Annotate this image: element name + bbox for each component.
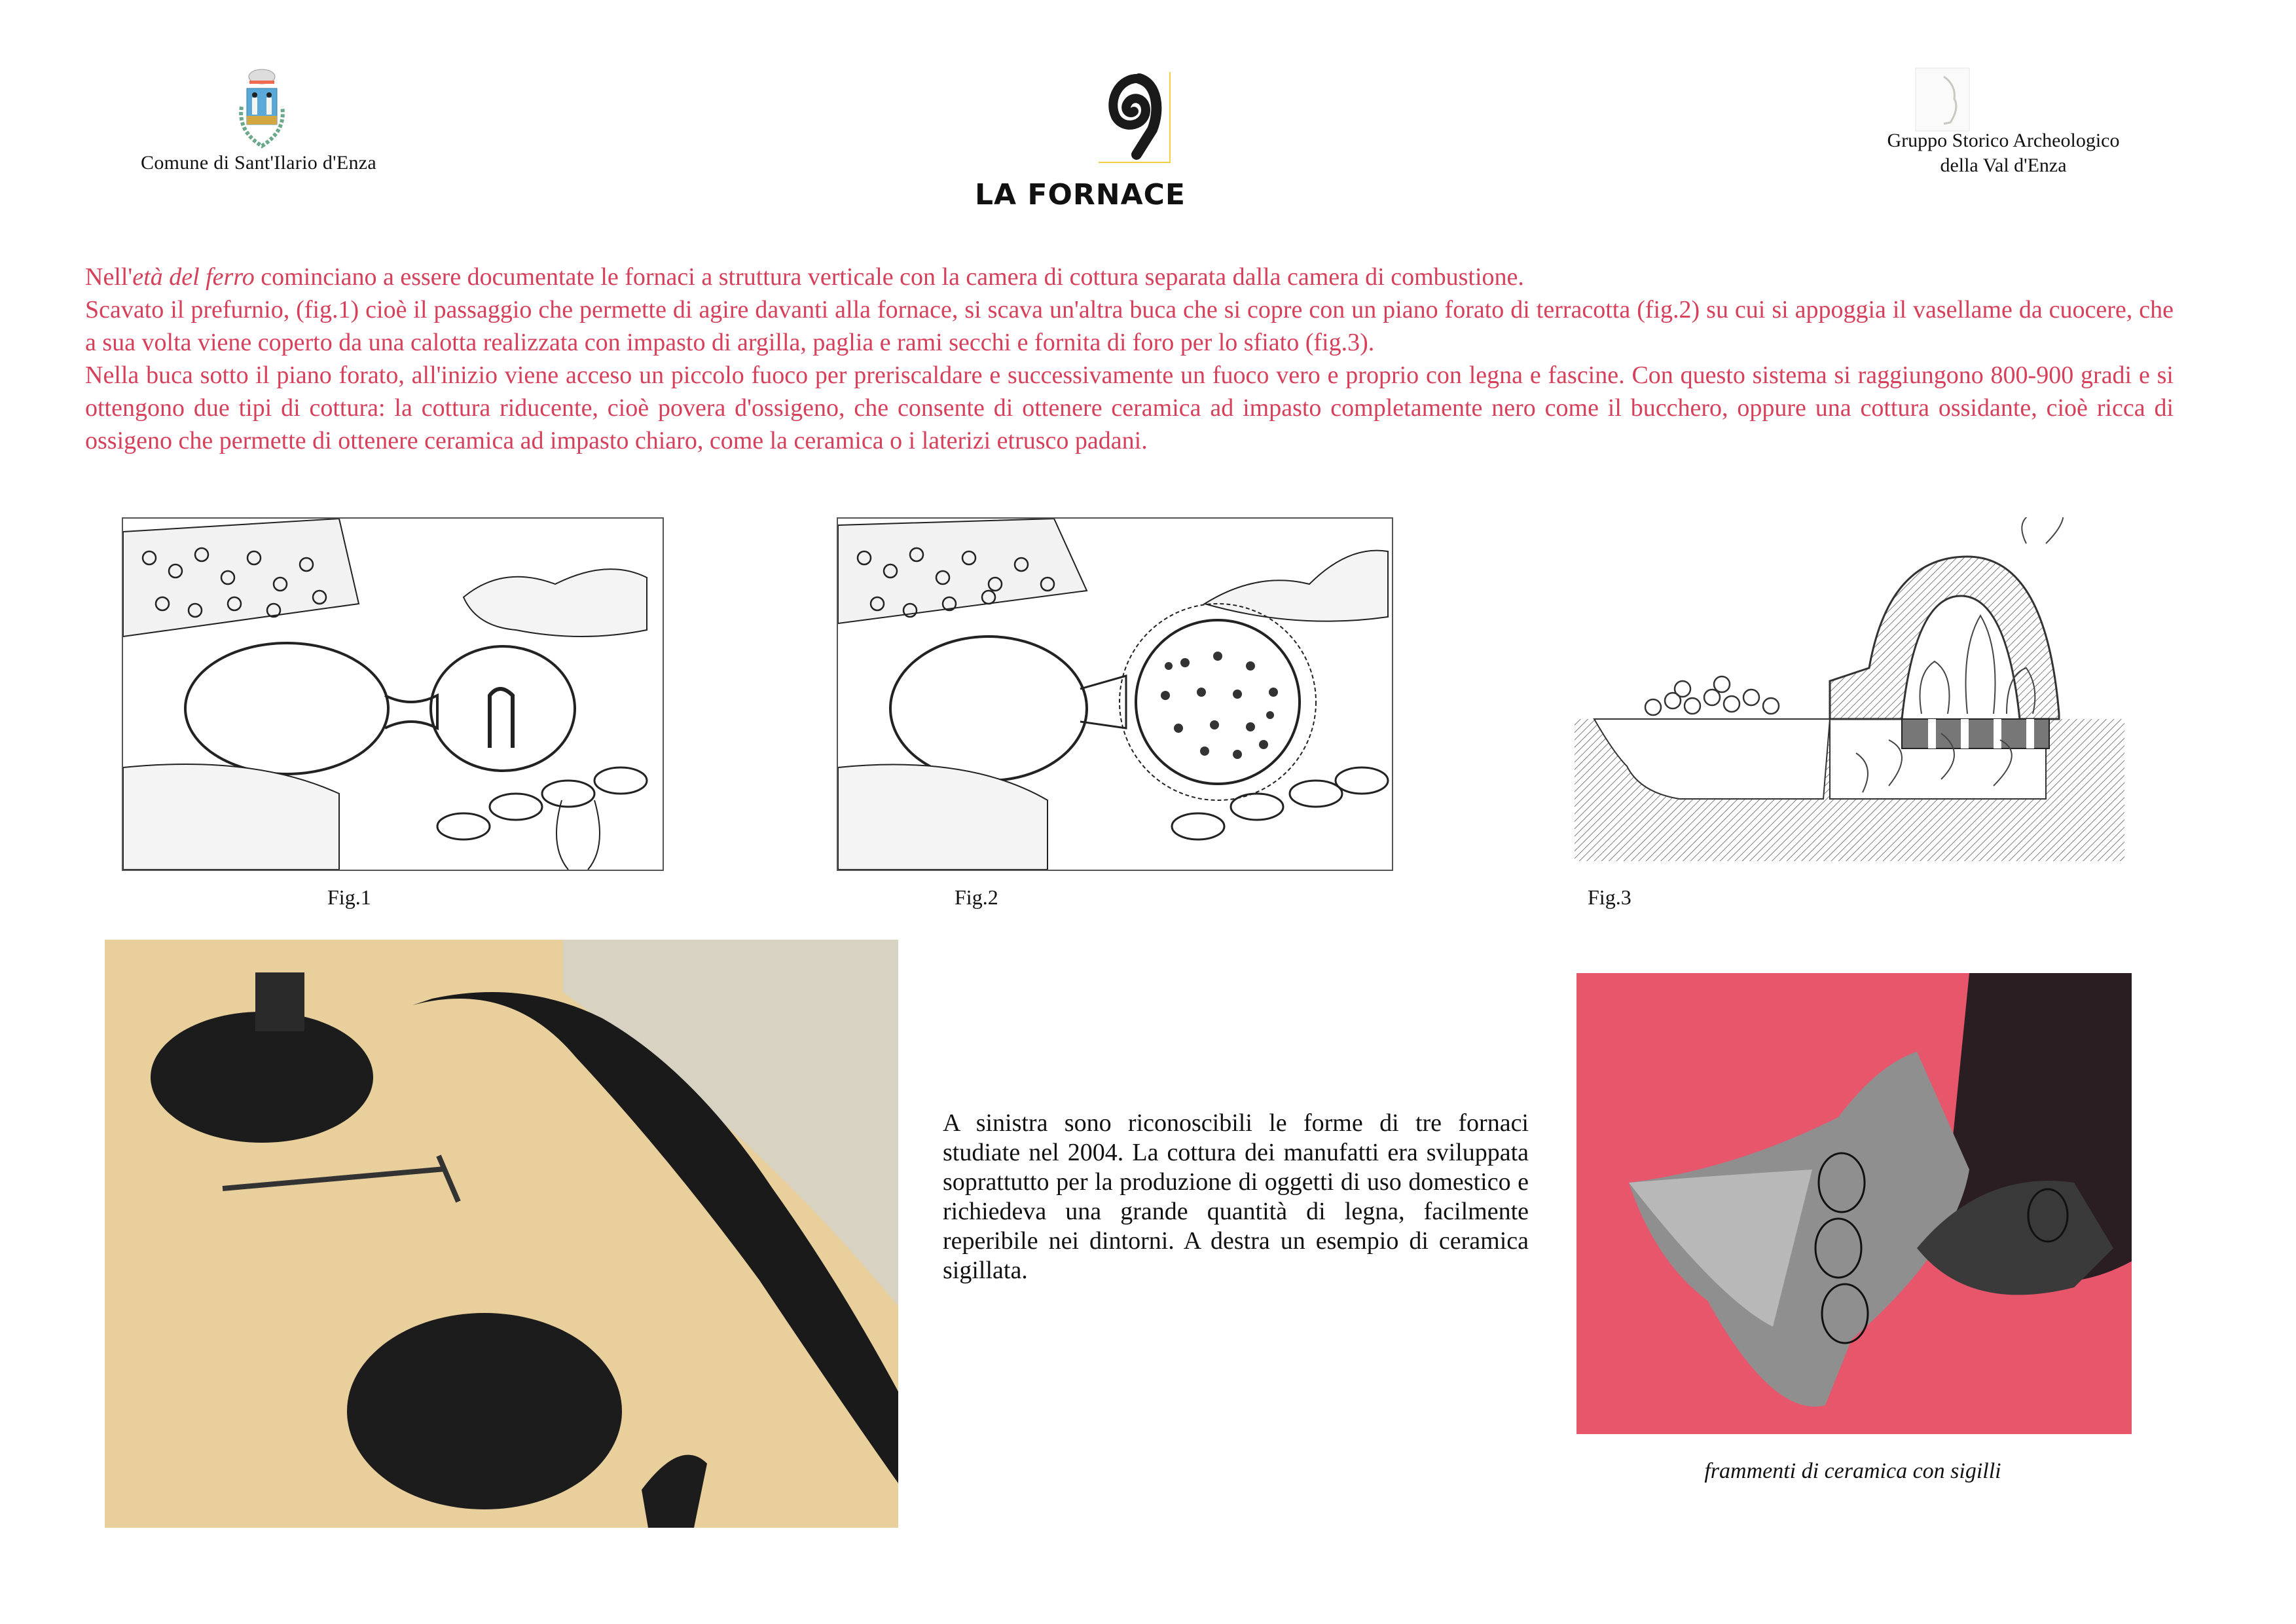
figure-1-drawing bbox=[122, 517, 664, 871]
ceramic-fragments-photo bbox=[1576, 973, 2132, 1434]
spiral-logo-icon bbox=[1093, 71, 1178, 164]
intro-paragraph-1 bbox=[85, 261, 2174, 293]
group-name-line1: Gruppo Storico Archeologico bbox=[1887, 130, 2120, 151]
intro-text bbox=[85, 261, 2174, 457]
figure-2-caption: Fig.2 bbox=[955, 885, 998, 909]
intro-paragraph-3: Nella buca sotto il piano forato, all'inizio viene acceso un piccolo fuoco per preriscaldare e successivamente un fuoco vero e proprio con legna e fascine. Con questo sistema si raggiungono 800-900 gradi e si ottengono due tipi di cottura: la cottura riducente, cioè povera d'ossigeno, che consente di ottenere ceramica ad impasto completamente nero come il bucchero, oppure una cottura ossidante, cioè ricca di ossigeno che permette di ottenere ceramica ad impasto chiaro, come la ceramica o i laterizi etrusco padani. bbox=[85, 361, 2174, 454]
ceramic-fragments-caption: frammenti di ceramica con sigilli bbox=[1704, 1459, 2001, 1483]
figure-3-caption: Fig.3 bbox=[1588, 885, 1631, 909]
iron-age-term: età del ferro bbox=[132, 263, 255, 291]
intro-rest: cominciano a essere documentate le fornaci a struttura verticale con la camera di cottura separata dalla camera di combustione. bbox=[254, 263, 1524, 291]
intro-paragraph-2: Scavato il prefurnio, (fig.1) cioè il passaggio che permette di agire davanti alla fornace, si scava un'altra buca che si copre con un piano forato di terracotta (fig.2) su cui si appoggia il vasellame da cuocere, che a sua volta viene coperto da una calotta realizzata con impasto di argilla, paglia e rami secchi e fornita di foro per lo sfiato (fig.3). bbox=[85, 296, 2174, 356]
vase-logo-icon bbox=[1915, 67, 1970, 132]
municipal-crest-icon bbox=[232, 69, 291, 154]
page-title: LA FORNACE bbox=[975, 178, 1186, 212]
municipality-name: Comune di Sant'Ilario d'Enza bbox=[141, 152, 376, 174]
kiln-description: A sinistra sono riconoscibili le forme di tre fornaci studiate nel 2004. La cottura dei manufatti era sviluppata soprattutto per la produzione di oggetti di uso domestico e richiedeva una grande quantità di legna, facilmente reperibile nei dintorni. A destra un esempio di ceramica sigillata. bbox=[943, 1109, 1529, 1284]
figure-1-caption: Fig.1 bbox=[327, 885, 371, 909]
figure-3-drawing bbox=[1575, 517, 2124, 864]
intro-prefix: Nell' bbox=[85, 263, 133, 291]
group-name-line2: della Val d'Enza bbox=[1940, 155, 2067, 176]
archaeological-group-name bbox=[1820, 128, 2187, 178]
figure-2-drawing bbox=[837, 517, 1393, 871]
kiln-excavation-photo bbox=[105, 940, 898, 1528]
